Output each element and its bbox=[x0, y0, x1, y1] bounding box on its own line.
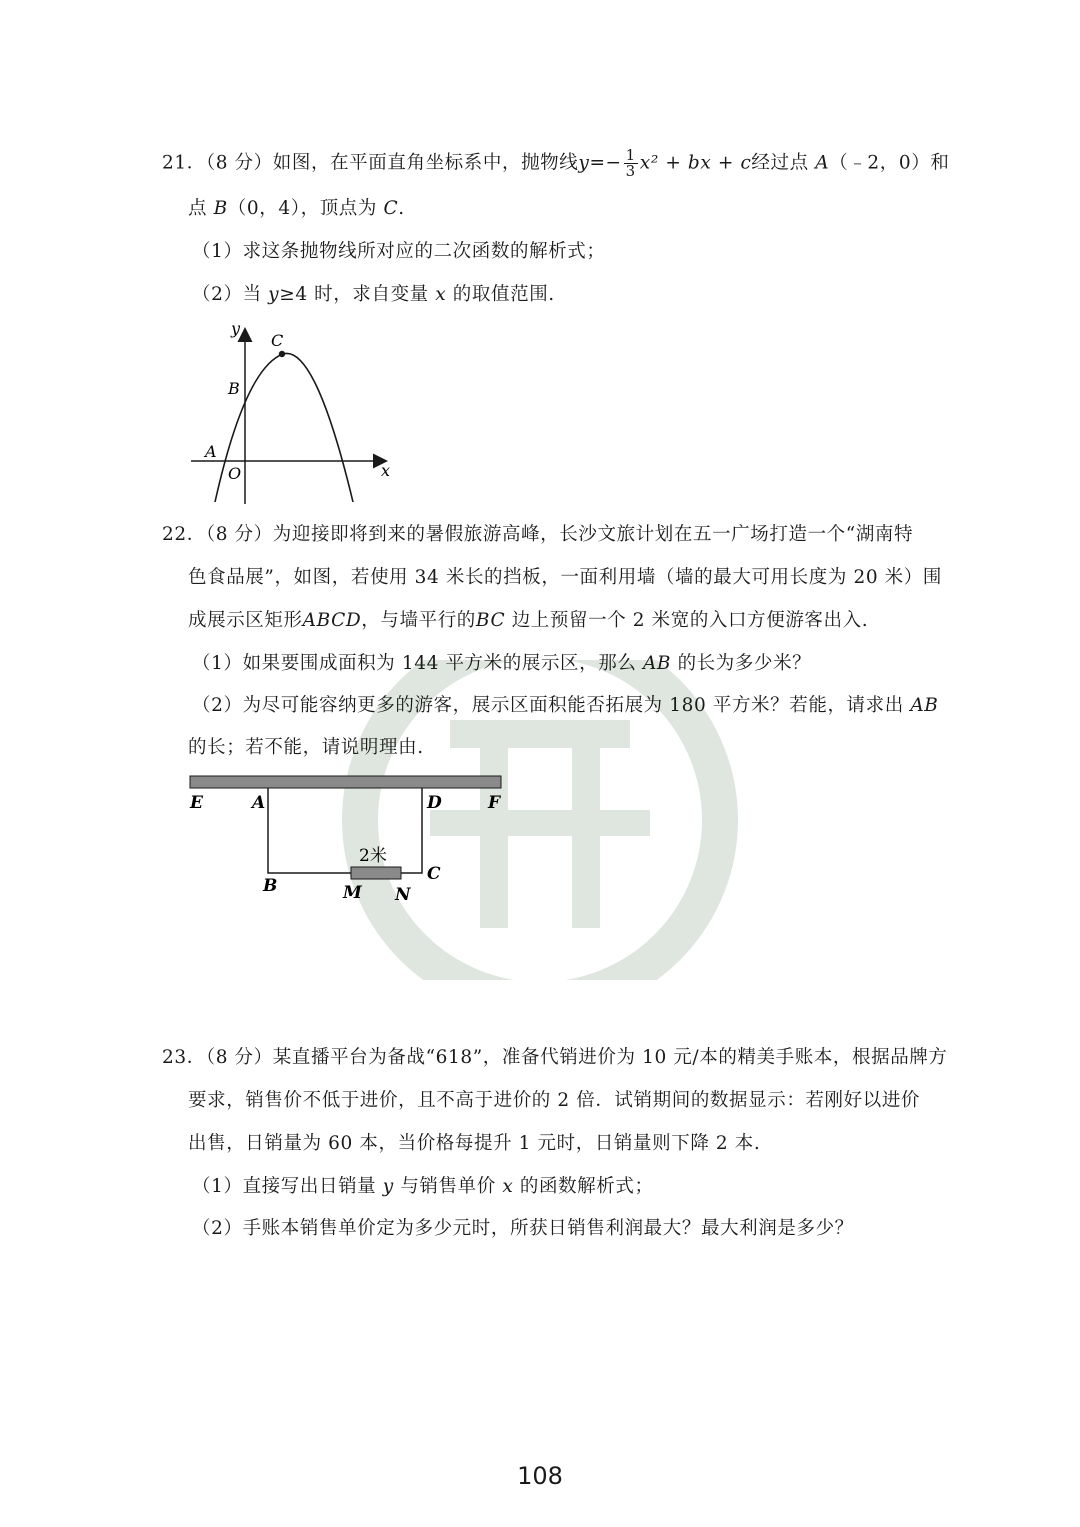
q23-part1-a: （1）直接写出日销量 bbox=[192, 1176, 377, 1197]
label-e: E bbox=[190, 793, 203, 813]
q22-bc: BC bbox=[475, 610, 506, 631]
q21-part2-y: y bbox=[268, 284, 280, 305]
q21-part2-b: ≥4 时，求自变量 bbox=[279, 284, 429, 305]
q21-line-1 bbox=[162, 148, 949, 179]
gate-label: 2米 bbox=[359, 846, 387, 866]
vertex-c-dot bbox=[279, 351, 285, 357]
q22-part-2 bbox=[192, 693, 939, 719]
q21-eq-y: y bbox=[578, 152, 590, 174]
label-f: F bbox=[488, 793, 501, 813]
q22-part1-a: （1）如果要围成面积为 144 平方米的展示区，那么 bbox=[192, 653, 637, 674]
q21-point-b: B bbox=[213, 198, 228, 219]
label-x: x bbox=[381, 461, 391, 480]
q21-parabola-figure bbox=[185, 318, 400, 508]
label-b: B bbox=[263, 876, 278, 896]
q22-abcd: ABCD bbox=[302, 610, 362, 631]
q22-part2-a: （2）为尽可能容纳更多的游客，展示区面积能否拓展为 180 平方米？若能，请求出 bbox=[192, 695, 904, 716]
q22-rectangle-figure bbox=[185, 770, 515, 910]
enclosure bbox=[268, 788, 422, 873]
q21-frac-num: 1 bbox=[625, 146, 636, 164]
q22-text-1: 为迎接即将到来的暑假旅游高峰，长沙文旅计划在五一广场打造一个“湖南特 bbox=[272, 524, 914, 545]
label-a: A bbox=[252, 793, 266, 813]
q21-part2-x: x bbox=[435, 284, 447, 305]
q22-part-1 bbox=[192, 651, 811, 677]
q22-line-2: 色食品展”，如图，若使用 34 米长的挡板，一面利用墙（墙的最大可用长度为 20 米）围 bbox=[188, 567, 942, 588]
q21-text-c: （﹣2，0）和 bbox=[829, 152, 950, 174]
q21-point-a: A bbox=[815, 152, 830, 174]
q22-score: ．（8 分） bbox=[186, 524, 273, 545]
q21-line2-c: . bbox=[398, 198, 405, 219]
q22-part1-b: 的长为多少米？ bbox=[677, 653, 812, 674]
q21-score: ．（8 分） bbox=[186, 152, 273, 174]
q21-part2-c: 的取值范围. bbox=[452, 284, 555, 305]
q22-line3-a: 成展示区矩形 bbox=[188, 610, 303, 631]
q21-frac-den: 3 bbox=[625, 162, 636, 180]
q23-part1-y: y bbox=[382, 1176, 394, 1197]
q23-part1-b: 与销售单价 bbox=[400, 1176, 496, 1197]
label-c: C bbox=[271, 331, 284, 350]
q21-text-b: 经过点 bbox=[751, 152, 809, 174]
q23-line-1 bbox=[162, 1045, 948, 1071]
q23-line-3: 出售，日销量为 60 本，当价格每提升 1 元时，日销量则下降 2 本. bbox=[188, 1133, 761, 1154]
label-n: N bbox=[395, 885, 411, 905]
label-b: B bbox=[228, 379, 240, 398]
q23-part1-x: x bbox=[502, 1176, 514, 1197]
wall bbox=[190, 776, 501, 788]
q21-part-1: （1）求这条抛物线所对应的二次函数的解析式； bbox=[192, 241, 606, 262]
q21-line2-a: 点 bbox=[188, 198, 208, 219]
q21-number: 21 bbox=[162, 152, 187, 174]
q21-fraction bbox=[624, 148, 638, 179]
q22-line-3 bbox=[188, 608, 868, 634]
q22-part1-ab: AB bbox=[642, 653, 672, 674]
label-a: A bbox=[205, 442, 217, 461]
q21-point-c: C bbox=[383, 198, 399, 219]
q21-eq-rest: x² + bx + c bbox=[639, 152, 752, 174]
page-number: 108 bbox=[517, 1462, 563, 1490]
q23-line-2: 要求，销售价不低于进价，且不高于进价的 2 倍．试销期间的数据显示：若刚好以进价 bbox=[188, 1090, 921, 1111]
q22-line-1 bbox=[162, 522, 913, 548]
label-c: C bbox=[427, 864, 441, 884]
q22-part2-ab: AB bbox=[910, 695, 939, 716]
q21-line2-b: （0，4），顶点为 bbox=[227, 198, 377, 219]
label-d: D bbox=[427, 793, 442, 813]
label-o: O bbox=[228, 464, 242, 483]
q21-text: 如图，在平面直角坐标系中，抛物线 bbox=[272, 152, 579, 174]
q23-number: 23 bbox=[162, 1047, 187, 1068]
label-y: y bbox=[231, 319, 241, 338]
q21-part2-a: （2）当 bbox=[192, 284, 262, 305]
q21-eq-sign: =− bbox=[589, 152, 622, 174]
q22-line3-c: 边上预留一个 2 米宽的入口方便游客出入. bbox=[511, 610, 869, 631]
q21-line-2 bbox=[188, 196, 405, 222]
q23-part-1 bbox=[192, 1174, 654, 1200]
q23-score: ．（8 分） bbox=[186, 1047, 273, 1068]
gate-mn bbox=[351, 867, 401, 879]
q22-number: 22 bbox=[162, 524, 187, 545]
q23-part1-c: 的函数解析式； bbox=[519, 1176, 654, 1197]
q23-text-1: 某直播平台为备战“618”，准备代销进价为 10 元/本的精美手账本，根据品牌方 bbox=[272, 1047, 948, 1068]
q22-line-last: 的长；若不能，请说明理由. bbox=[188, 737, 424, 758]
q23-part-2: （2）手账本销售单价定为多少元时，所获日销售利润最大？最大利润是多少？ bbox=[192, 1218, 854, 1239]
label-m: M bbox=[343, 883, 362, 903]
q22-line3-b: ，与墙平行的 bbox=[361, 610, 476, 631]
q21-part-2 bbox=[192, 282, 555, 308]
